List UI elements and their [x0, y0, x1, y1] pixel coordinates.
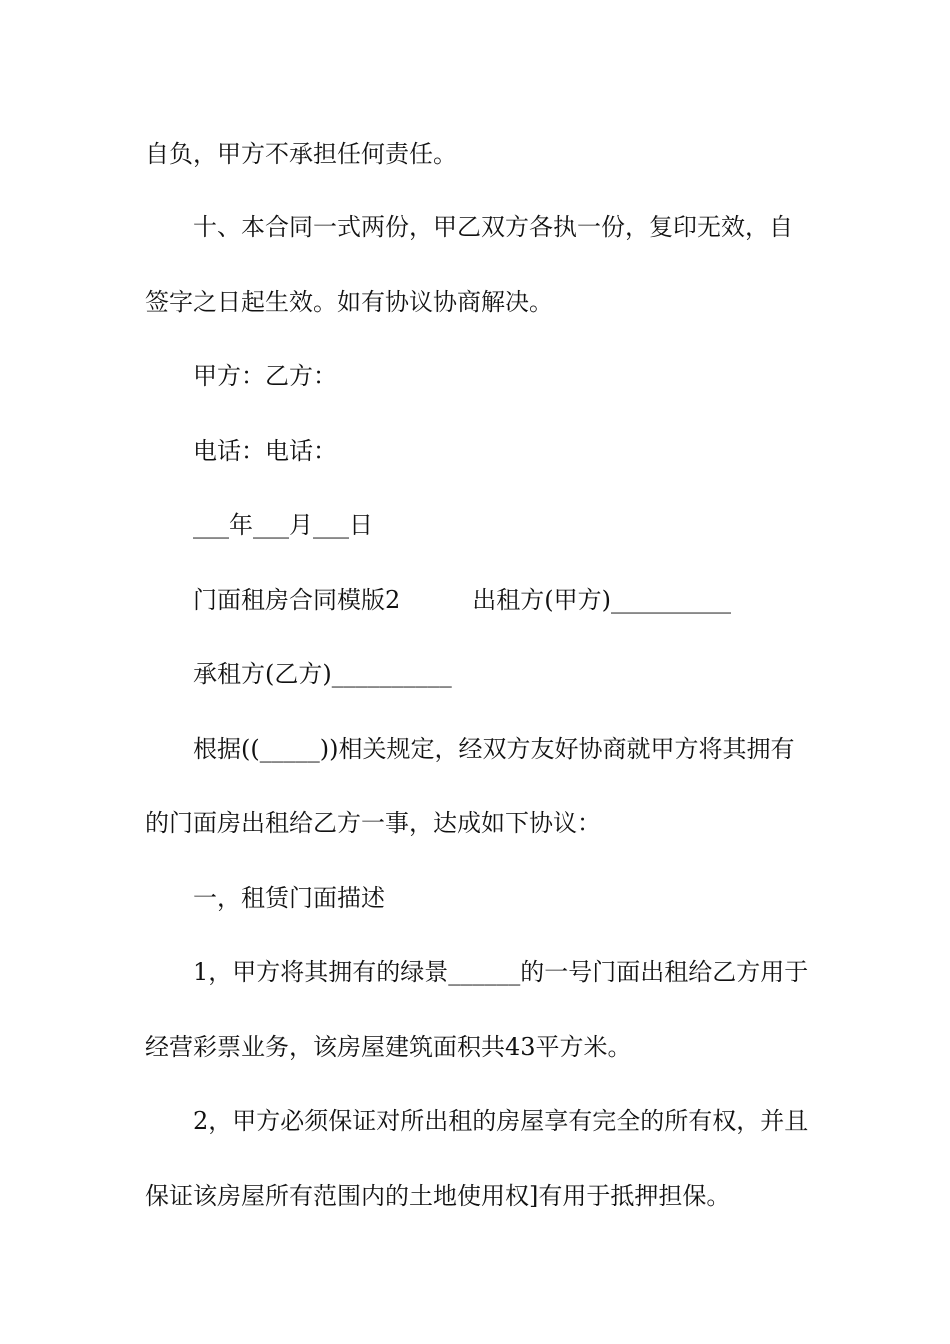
paragraph-line: 的门面房出租给乙方一事，达成如下协议： — [145, 809, 601, 837]
clause-line: 2，甲方必须保证对所出租的房屋享有完全的所有权，并且 — [193, 1107, 809, 1135]
clause-line: 保证该房屋所有范围内的土地使用权]有用于抵押担保。 — [145, 1182, 731, 1210]
date-line: ___年___月___日 — [193, 511, 373, 539]
clause-line: 经营彩票业务，该房屋建筑面积共43平方米。 — [145, 1033, 632, 1061]
paragraph-line: 根据((_____))相关规定，经双方友好协商就甲方将其拥有 — [193, 735, 795, 763]
paragraph-line: 自负，甲方不承担任何责任。 — [145, 140, 457, 168]
contract-title-line: 门面租房合同模版2 出租方(甲方)__________ — [193, 586, 731, 614]
signature-party-line: 甲方：乙方： — [193, 362, 337, 390]
lessee-line: 承租方(乙方)__________ — [193, 660, 452, 688]
phone-line: 电话：电话： — [193, 437, 337, 465]
paragraph-line: 十、本合同一式两份，甲乙双方各执一份，复印无效，自 — [193, 213, 793, 241]
paragraph-line: 签字之日起生效。如有协议协商解决。 — [145, 288, 553, 316]
section-heading: 一，租赁门面描述 — [193, 884, 385, 912]
clause-line: 1，甲方将其拥有的绿景______的一号门面出租给乙方用于 — [193, 958, 809, 986]
